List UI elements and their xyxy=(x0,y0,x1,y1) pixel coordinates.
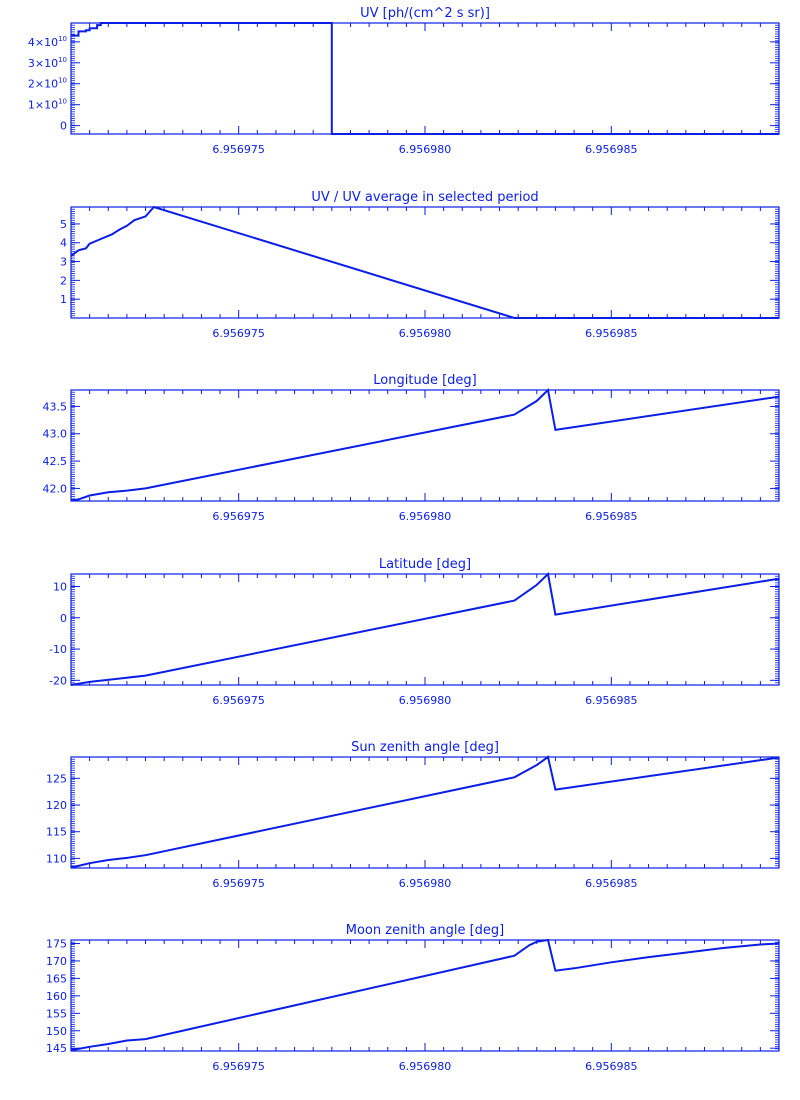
chart-panel-5 xyxy=(46,740,779,890)
chart-panel-3 xyxy=(43,373,780,523)
chart-title: Latitude [deg] xyxy=(378,557,472,572)
chart-panel-4 xyxy=(49,557,779,707)
series-line-1 xyxy=(71,940,779,1050)
x-tick-label: 6.956975 xyxy=(212,694,265,707)
y-tick-label-base: 1×10 xyxy=(27,98,59,112)
y-tick-label: -20 xyxy=(49,674,67,688)
x-tick-label: 6.956985 xyxy=(585,877,638,890)
series-line-1 xyxy=(71,23,779,134)
y-tick-label-base: 4×10 xyxy=(27,35,59,49)
y-tick-label: 110 xyxy=(46,852,67,866)
y-tick-label: 120 xyxy=(46,799,67,813)
y-tick-label: 43.0 xyxy=(42,427,67,441)
x-tick-label: 6.956985 xyxy=(585,1060,638,1073)
y-tick-label-exponent: 10 xyxy=(58,55,67,64)
chart-panel-6 xyxy=(46,923,779,1073)
chart-title: Longitude [deg] xyxy=(373,373,477,388)
x-tick-label: 6.956975 xyxy=(212,143,265,156)
y-tick-label xyxy=(60,120,67,133)
y-tick-label xyxy=(28,56,67,70)
x-tick-label: 6.956980 xyxy=(398,877,452,890)
y-tick-label: 115 xyxy=(46,825,67,839)
y-tick-label: 0 xyxy=(60,611,67,625)
plot-frame xyxy=(71,390,779,501)
y-tick-label: 150 xyxy=(46,1024,67,1038)
x-tick-label: 6.956980 xyxy=(398,694,452,707)
y-tick-label-exponent: 10 xyxy=(58,97,67,106)
y-tick-label: 145 xyxy=(46,1042,67,1056)
x-tick-label: 6.956985 xyxy=(585,327,638,340)
x-tick-label: 6.956985 xyxy=(585,143,638,156)
x-tick-label: 6.956975 xyxy=(212,1060,265,1073)
plot-frame xyxy=(71,940,779,1051)
y-tick-label: -10 xyxy=(49,643,67,657)
y-tick-label-exponent: 10 xyxy=(58,76,67,85)
y-tick-label: 2 xyxy=(60,274,67,288)
y-tick-label: 175 xyxy=(46,937,67,951)
y-tick-label xyxy=(28,77,67,91)
series-line-1 xyxy=(71,574,779,685)
y-tick-label: 160 xyxy=(46,989,67,1003)
x-tick-label: 6.956975 xyxy=(212,877,265,890)
plot-frame xyxy=(71,23,779,134)
chart-panel-1 xyxy=(28,6,779,156)
y-tick-label: 1 xyxy=(60,293,67,307)
y-tick-label: 155 xyxy=(46,1007,67,1021)
y-tick-label-base: 2×10 xyxy=(27,77,59,91)
series-line-1 xyxy=(71,390,779,501)
y-tick-label xyxy=(28,35,67,49)
chart-title: UV [ph/(cm^2 s sr)] xyxy=(360,6,490,21)
y-tick-label: 42.5 xyxy=(42,455,67,469)
chart-title: UV / UV average in selected period xyxy=(311,190,539,205)
y-tick-label-exponent: 10 xyxy=(58,34,67,43)
x-tick-label: 6.956985 xyxy=(585,510,638,523)
x-tick-label: 6.956980 xyxy=(398,143,452,156)
y-tick-label: 165 xyxy=(46,972,67,986)
chart-panel-2 xyxy=(60,190,779,340)
x-tick-label: 6.956975 xyxy=(212,327,265,340)
plot-frame xyxy=(71,207,779,318)
y-tick-label: 43.5 xyxy=(42,400,67,414)
x-tick-label: 6.956980 xyxy=(398,1060,452,1073)
x-tick-label: 6.956980 xyxy=(398,510,452,523)
y-tick-label-base: 3×10 xyxy=(27,56,59,70)
y-tick-label: 170 xyxy=(46,954,67,968)
chart-title: Sun zenith angle [deg] xyxy=(351,740,499,755)
y-tick-label-base: 0 xyxy=(60,119,67,133)
series-line-1 xyxy=(71,757,779,868)
y-tick-label: 4 xyxy=(60,236,67,250)
x-tick-label: 6.956980 xyxy=(398,327,452,340)
x-tick-label: 6.956985 xyxy=(585,694,638,707)
series-line-1 xyxy=(71,207,779,318)
y-tick-label: 42.0 xyxy=(42,482,67,496)
y-tick-label: 125 xyxy=(46,772,67,786)
x-tick-label: 6.956975 xyxy=(212,510,265,523)
y-tick-label xyxy=(28,98,67,112)
y-tick-label: 10 xyxy=(53,580,67,594)
y-tick-label: 5 xyxy=(60,217,67,231)
chart-title: Moon zenith angle [deg] xyxy=(345,923,505,938)
y-tick-label: 3 xyxy=(60,255,67,269)
